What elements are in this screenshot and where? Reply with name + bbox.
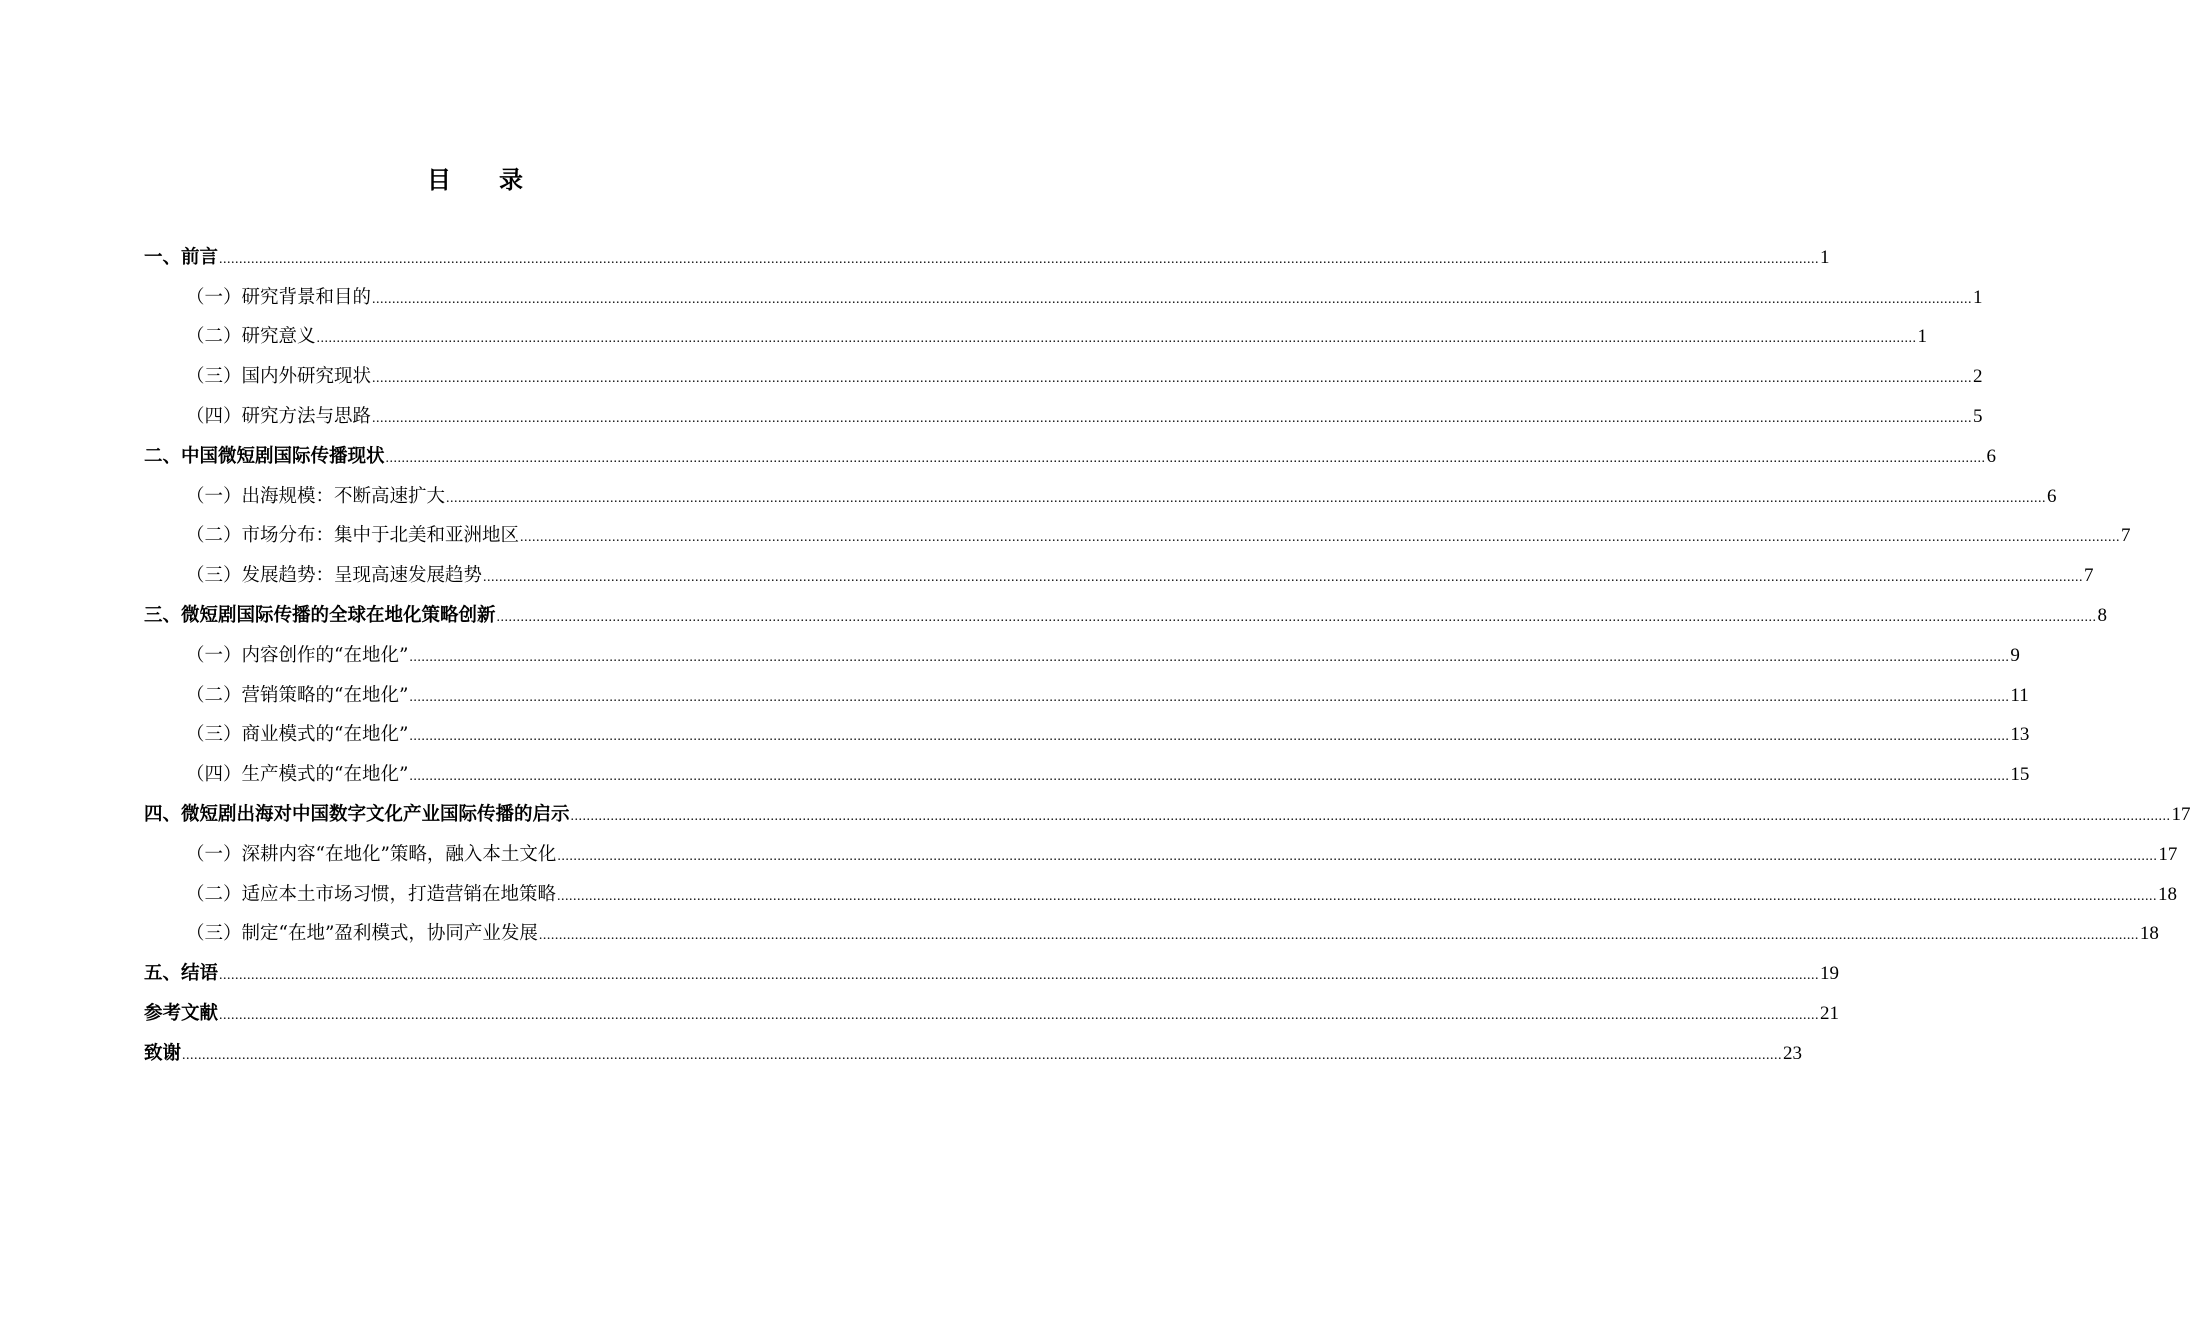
toc-page-number: 19 [1820,963,1840,985]
toc-entry-label: （二）适应本土市场习惯，打造营销在地策略 [186,883,557,905]
toc-section-entry[interactable] [144,873,2178,913]
toc-page-number: 8 [2097,604,2108,626]
toc-list [144,236,2191,1072]
toc-dot-leader: ................................................................................................................................................................................................................................................................................................................................................................................................................ [182,1047,1783,1063]
toc-page-number: 21 [1820,1002,1840,1024]
toc-page-number: 13 [2010,724,2030,746]
toc-entry-label: （二）研究意义 [186,326,316,348]
toc-dot-leader: ................................................................................................................................................................................................................................................................................................................................................................................................................ [372,371,1973,387]
toc-entry-label: （二）营销策略的“在地化” [186,684,409,706]
toc-dot-leader: ................................................................................................................................................................................................................................................................................................................................................................................................................ [446,490,2047,506]
toc-page-number: 1 [1917,326,1928,348]
toc-entry-label: 三、微短剧国际传播的全球在地化策略创新 [144,604,496,626]
toc-chapter-entry[interactable] [144,1032,1803,1072]
toc-section-entry[interactable] [144,913,2159,953]
toc-entry-label: 致谢 [144,1042,182,1064]
toc-entry-label: （一）研究背景和目的 [186,286,372,308]
toc-section-entry[interactable] [144,714,2030,754]
toc-section-entry[interactable] [144,316,1928,356]
toc-page-number: 1 [1973,286,1983,308]
toc-dot-leader: ................................................................................................................................................................................................................................................................................................................................................................................................................ [483,570,2084,586]
toc-section-entry[interactable] [144,634,2020,674]
toc-dot-leader: ................................................................................................................................................................................................................................................................................................................................................................................................................ [520,530,2121,546]
toc-section-entry[interactable] [144,515,2131,555]
toc-chapter-entry[interactable] [144,952,1840,992]
toc-entry-label: 参考文献 [144,1002,219,1024]
toc-dot-leader: ................................................................................................................................................................................................................................................................................................................................................................................................................ [409,649,2010,665]
toc-dot-leader: ................................................................................................................................................................................................................................................................................................................................................................................................................ [570,808,2171,824]
toc-dot-leader: ................................................................................................................................................................................................................................................................................................................................................................................................................ [219,968,1820,984]
toc-dot-leader: ................................................................................................................................................................................................................................................................................................................................................................................................................ [496,609,2097,625]
toc-section-entry[interactable] [144,554,2094,594]
toc-chapter-entry[interactable] [144,594,2108,634]
toc-page-number: 1 [1820,246,1830,268]
toc-section-entry[interactable] [144,276,1983,316]
toc-section-entry[interactable] [144,475,2057,515]
toc-dot-leader: ................................................................................................................................................................................................................................................................................................................................................................................................................ [316,331,1917,347]
toc-entry-label: （四）生产模式的“在地化” [186,764,409,786]
toc-page-number: 11 [2010,684,2029,706]
toc-page-number: 7 [2084,565,2094,587]
toc-dot-leader: ................................................................................................................................................................................................................................................................................................................................................................................................................ [409,689,2010,705]
toc-dot-leader: ................................................................................................................................................................................................................................................................................................................................................................................................................ [372,291,1973,307]
toc-page-number: 7 [2121,525,2131,547]
toc-page-number: 17 [2171,803,2191,825]
toc-title: 目录 [427,166,571,194]
toc-page-number: 6 [2047,485,2057,507]
toc-dot-leader: ................................................................................................................................................................................................................................................................................................................................................................................................................ [557,888,2158,904]
toc-section-entry[interactable] [144,395,1983,435]
toc-page-number: 9 [2010,644,2020,666]
toc-entry-label: （三）发展趋势：呈现高速发展趋势 [186,565,483,587]
toc-chapter-entry[interactable] [144,793,2191,833]
toc-section-entry[interactable] [144,833,2178,873]
toc-dot-leader: ................................................................................................................................................................................................................................................................................................................................................................................................................ [219,1007,1820,1023]
toc-entry-label: （三）国内外研究现状 [186,366,372,388]
toc-dot-leader: ................................................................................................................................................................................................................................................................................................................................................................................................................ [538,928,2139,944]
toc-page-number: 2 [1973,366,1983,388]
toc-page-number: 17 [2158,843,2178,865]
toc-dot-leader: ................................................................................................................................................................................................................................................................................................................................................................................................................ [557,848,2158,864]
toc-page-number: 18 [2139,923,2159,945]
toc-dot-leader: ................................................................................................................................................................................................................................................................................................................................................................................................................ [409,729,2010,745]
toc-entry-label: 五、结语 [144,963,219,985]
toc-entry-label: （四）研究方法与思路 [186,405,372,427]
toc-entry-label: （二）市场分布：集中于北美和亚洲地区 [186,525,520,547]
toc-dot-leader: ................................................................................................................................................................................................................................................................................................................................................................................................................ [219,251,1820,267]
toc-entry-label: （一）内容创作的“在地化” [186,644,409,666]
toc-entry-label: 一、前言 [144,246,219,268]
toc-page-number: 5 [1973,405,1983,427]
toc-page-number: 15 [2010,764,2030,786]
toc-entry-label: （一）出海规模：不断高速扩大 [186,485,446,507]
toc-entry-label: （三）制定“在地”盈利模式，协同产业发展 [186,923,538,945]
toc-dot-leader: ................................................................................................................................................................................................................................................................................................................................................................................................................ [409,769,2010,785]
toc-chapter-entry[interactable] [144,435,1997,475]
toc-page-number: 18 [2158,883,2178,905]
toc-entry-label: （一）深耕内容“在地化”策略，融入本土文化 [186,843,557,865]
toc-chapter-entry[interactable] [144,992,1840,1032]
toc-dot-leader: ................................................................................................................................................................................................................................................................................................................................................................................................................ [385,450,1986,466]
toc-page-number: 6 [1986,445,1997,467]
toc-section-entry[interactable] [144,753,2030,793]
toc-entry-label: （三）商业模式的“在地化” [186,724,409,746]
toc-section-entry[interactable] [144,674,2029,714]
toc-entry-label: 四、微短剧出海对中国数字文化产业国际传播的启示 [144,803,570,825]
toc-chapter-entry[interactable] [144,236,1830,276]
toc-section-entry[interactable] [144,355,1983,395]
toc-page-number: 23 [1783,1042,1803,1064]
toc-dot-leader: ................................................................................................................................................................................................................................................................................................................................................................................................................ [372,410,1973,426]
toc-entry-label: 二、中国微短剧国际传播现状 [144,445,385,467]
